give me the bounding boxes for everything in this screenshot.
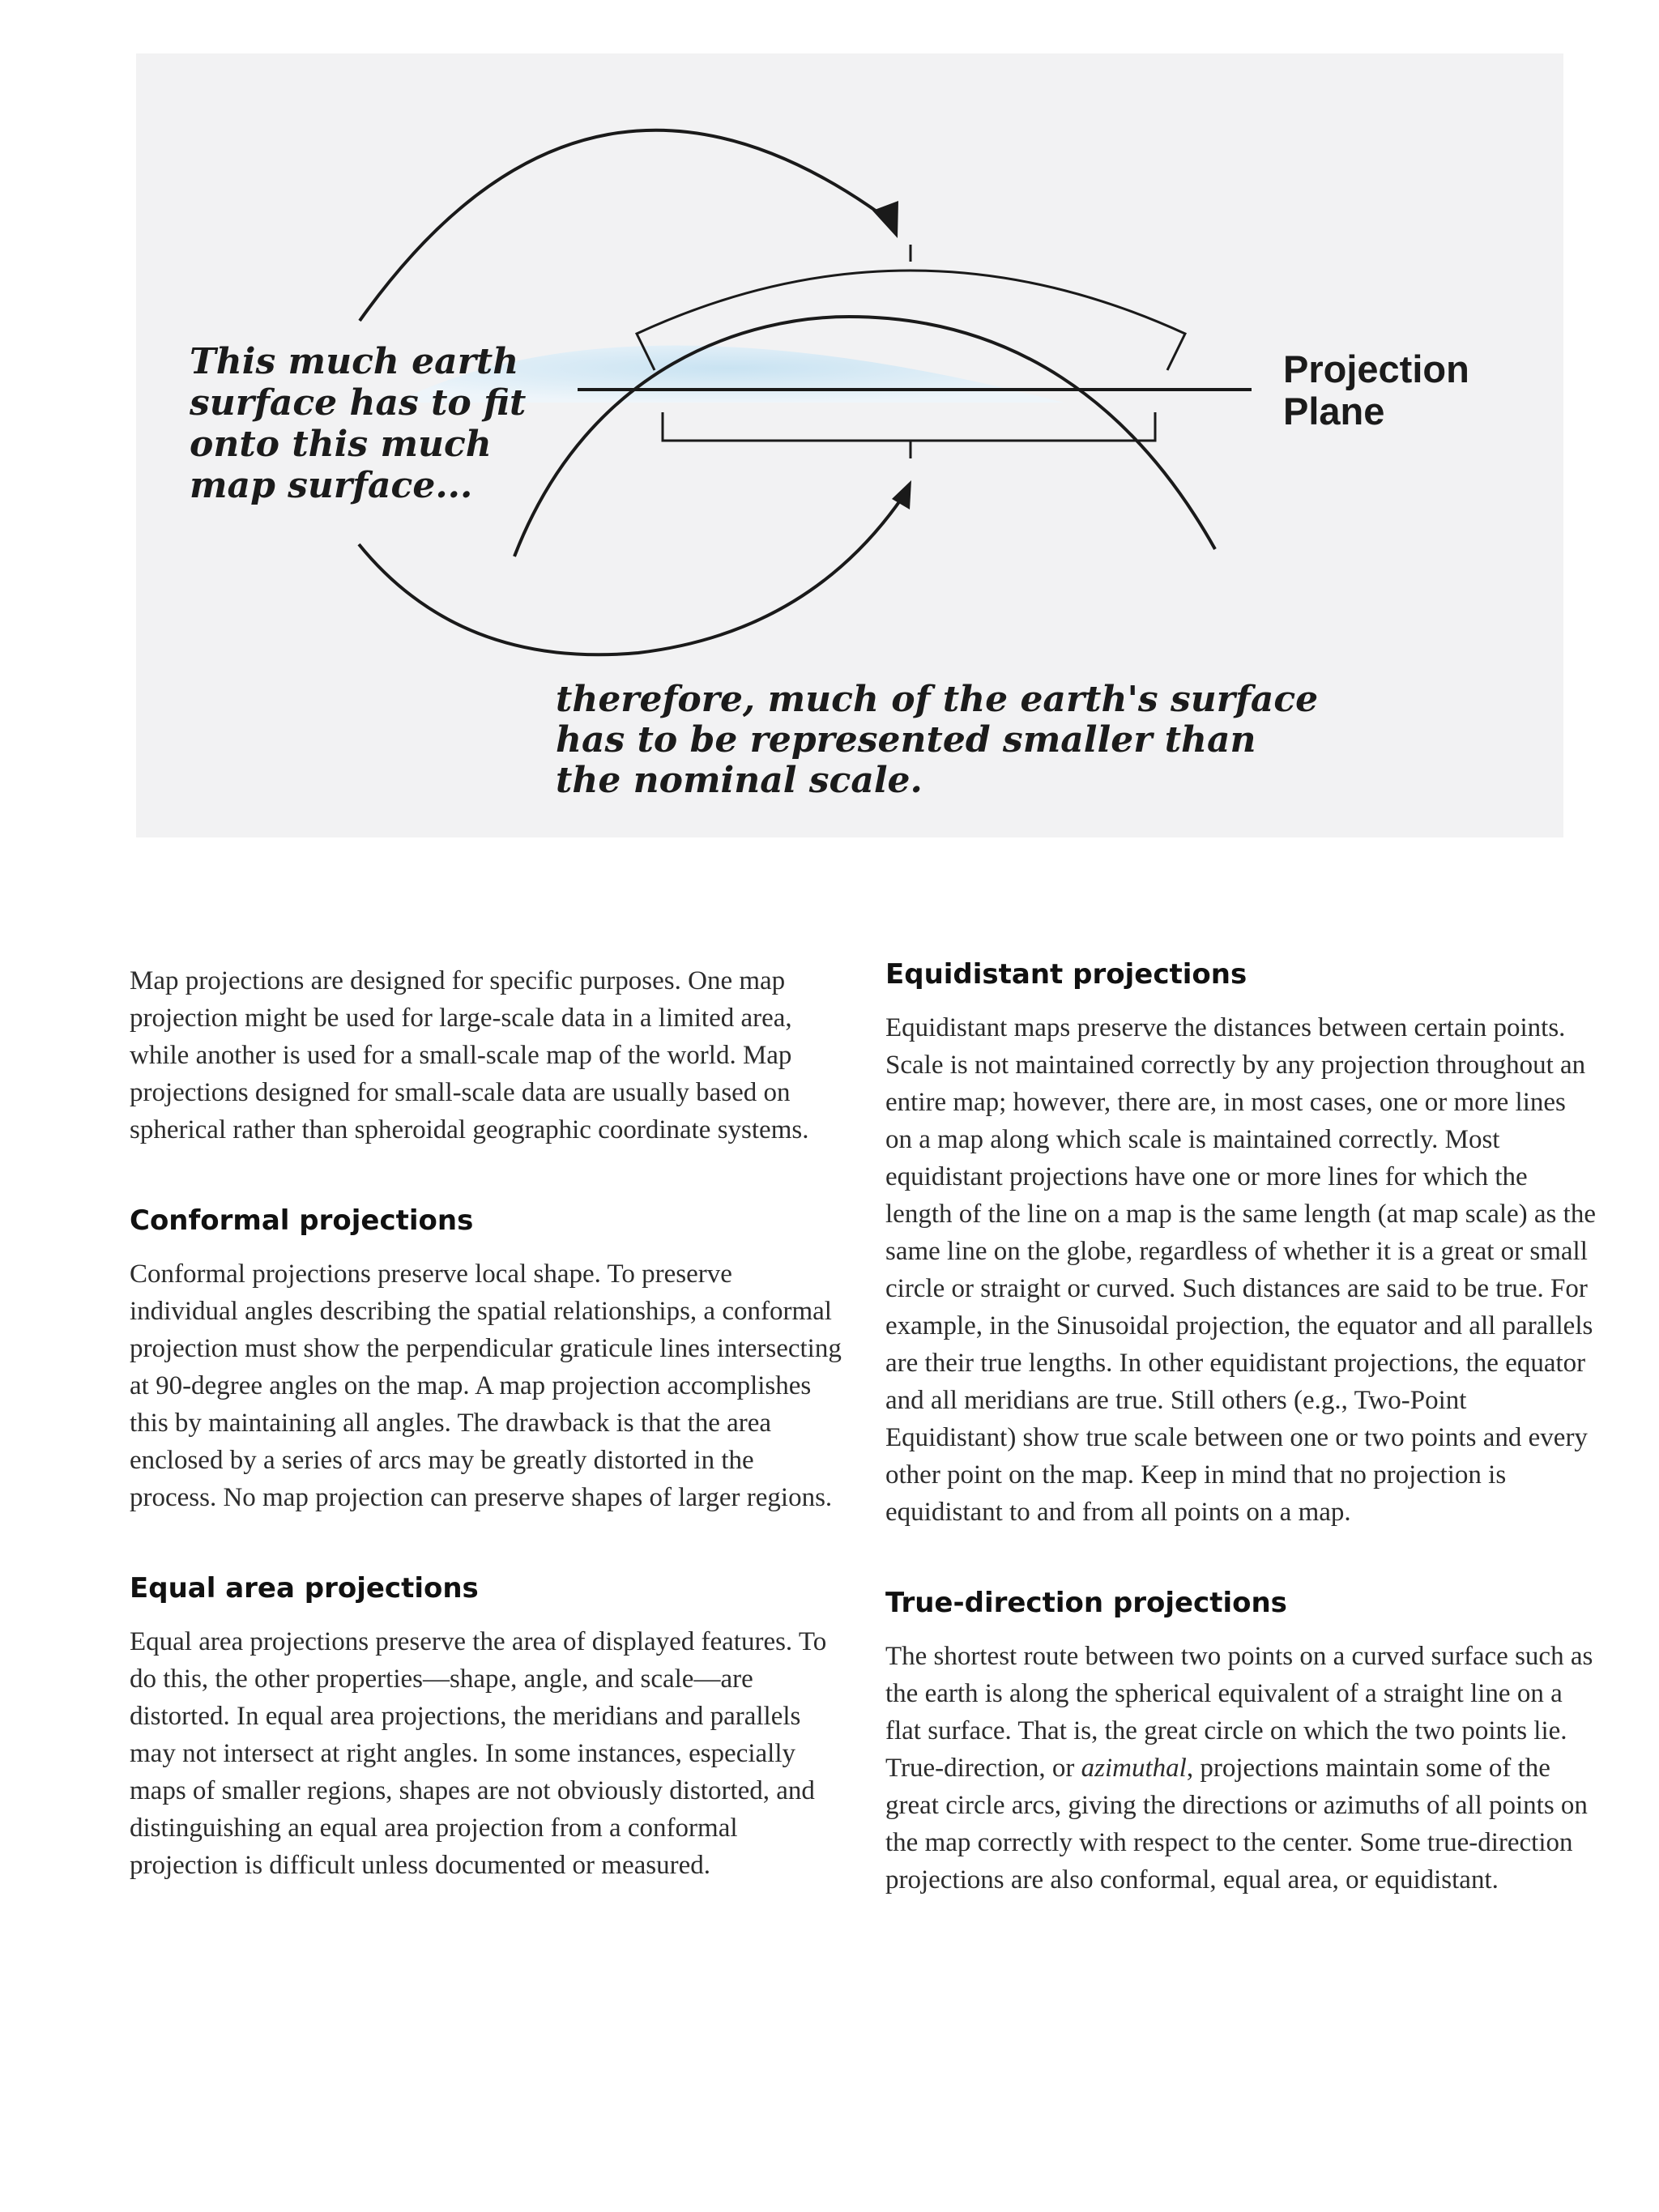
upper-arrow-curve: [360, 130, 893, 321]
equal-area-paragraph: Equal area projections preserve the area of displayed features. To do this, the other properties—shape, angle, and scale—are distorted. In equal area projections, the meridians and parallels may not intersect at right angles. In some instances, especially maps of smaller regions, shapes are not obviously distorted, and distinguishing an equal area projection from a conformal projection is difficult unless documented or measured.: [130, 1627, 827, 1880]
true-direction-paragraph: [885, 1638, 1598, 1899]
lower-arrowhead: [892, 480, 911, 509]
left-caption-line: map surface...: [190, 465, 473, 506]
projection-plane-label: [1283, 348, 1469, 433]
conformal-paragraph: Conformal projections preserve local shape. To preserve individual angles describing the spatial relationships, a conformal projection must show the perpendicular graticule lines intersecting at 90-degree angles on the map. A map projection accomplishes this by maintaining all angles. The drawback is that the area enclosed by a series of arcs may be greatly distorted in the process. No map projection can preserve shapes of larger regions.: [130, 1259, 842, 1512]
left-caption-line: This much earth: [190, 341, 519, 382]
projection-diagram: [136, 53, 1563, 837]
true-direction-text: , projections maintain some of the great circle arcs, giving the directions or azimuths of all points on the map correctly with respect to the center. Some true-direction projections are also conformal, equal area, or equidistant.: [885, 1754, 1588, 1894]
plane-label-line: Plane: [1283, 390, 1385, 433]
equidistant-heading: Equidistant projections: [885, 958, 1247, 991]
left-caption-line: surface has to fit: [190, 382, 527, 424]
conformal-heading: Conformal projections: [130, 1204, 474, 1237]
intro-paragraph: Map projections are designed for specific purposes. One map projection might be used for large-scale data in a limited area, while another is used for a small-scale map of the world. Map projections designed for small-scale data are usually based on spherical rather than spheroidal geographic coordinate systems.: [130, 966, 809, 1144]
plane-label-line: Projection: [1283, 347, 1469, 390]
azimuthal-term: azimuthal: [1081, 1754, 1187, 1783]
bottom-caption-line: has to be represented smaller than: [556, 719, 1256, 761]
left-caption: [190, 341, 526, 506]
true-direction-heading: True-direction projections: [885, 1587, 1287, 1619]
lower-arrow-curve: [359, 497, 902, 654]
upper-arrowhead: [872, 201, 898, 238]
left-column: [130, 962, 842, 1937]
bottom-caption-line: the nominal scale.: [556, 760, 923, 801]
left-caption-line: onto this much: [190, 424, 492, 465]
bottom-caption-line: therefore, much of the earth's surface: [556, 679, 1319, 720]
map-surface-bracket: [663, 412, 1155, 441]
bottom-caption: [556, 680, 1318, 801]
right-column: [885, 958, 1598, 1952]
true-direction-text: The shortest route between two points on a curved surface such as the earth is along the spherical equivalent of a straight line on a flat surface. That is, the great circle on which the two points lie. True-direction, or: [885, 1642, 1593, 1783]
equal-area-heading: Equal area projections: [130, 1572, 479, 1605]
equidistant-paragraph: Equidistant maps preserve the distances between certain points. Scale is not maintained correctly by any projection throughout an entire map; however, there are, in most cases, one or more lines on a map along which scale is maintained correctly. Most equidistant projections have one or more lines for which the length of the line on a map is the same length (at map scale) as the same line on the globe, regardless of whether it is a great or small circle or straight or curved. Such distances are said to be true. For example, in the Sinusoidal projection, the equator and all parallels are their true lengths. In other equidistant projections, the equator and all meridians are true. Still others (e.g., Two-Point Equidistant) show true scale between one or two points and every other point on the map. Keep in mind that no projection is equidistant to and from all points on a map.: [885, 1013, 1596, 1527]
